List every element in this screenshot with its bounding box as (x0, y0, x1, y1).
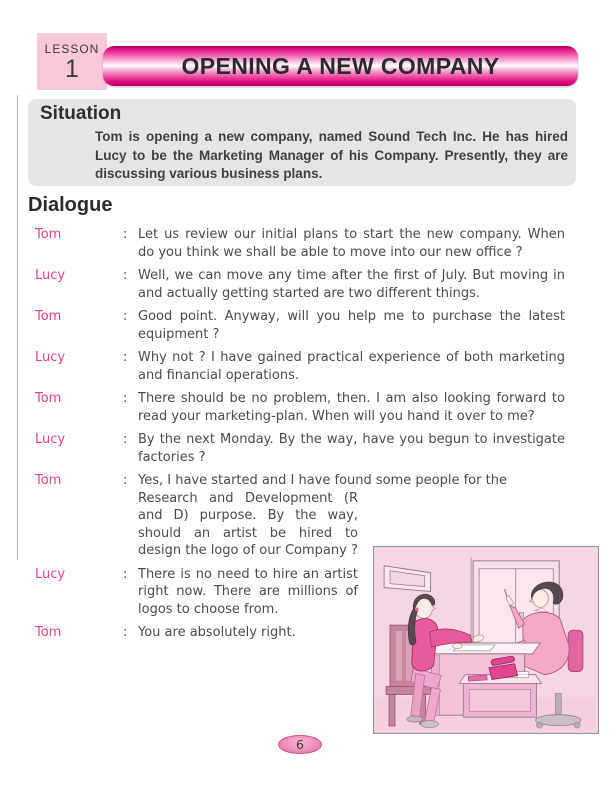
dialogue-text: By the next Monday. By the way, have you begun to investigate factories ? (138, 432, 565, 465)
office-illustration (373, 546, 599, 734)
page-number-badge (278, 735, 322, 754)
dialogue-row (28, 226, 574, 261)
dialogue-text: There is no need to hire an artist right now. There are millions of logos to choose from. (138, 566, 358, 617)
dialogue-text: Well, we can move any time after the first of July. But moving in and actually getting started are two different things. (138, 268, 565, 301)
dialogue-text: Why not ? I have gained practical experience of both marketing and financial operations. (138, 350, 565, 383)
dialogue-text: Good point. Anyway, will you help me to purchase the latest equipment ? (138, 309, 565, 342)
colon-separator: : (123, 350, 128, 365)
speaker-name: Tom (35, 309, 62, 324)
colon-separator: : (123, 566, 128, 582)
situation-text: Tom is opening a new company, named Sound Tech Inc. He has hired Lucy to be the Marketing Manager of his Company. Presently, they are discussing various business plans. (95, 129, 568, 181)
colon-separator: : (123, 625, 128, 640)
situation-heading: Situation (40, 103, 122, 124)
speaker-name: Lucy (35, 432, 66, 447)
speaker-name: Tom (35, 227, 62, 242)
page-number: 6 (296, 737, 304, 752)
title-banner (103, 46, 578, 86)
lesson-label: LESSON (44, 41, 100, 56)
colon-separator: : (123, 391, 128, 406)
dialogue-row (28, 308, 574, 343)
lesson-number: 1 (65, 54, 79, 83)
dialogue-row (28, 390, 574, 425)
dialogue-row (28, 431, 574, 466)
colon-separator: : (123, 432, 128, 447)
dialogue-text-narrow: Research and Development (R and D) purpose. By the way, should an artist be hired to design the logo of our Company ? (138, 490, 358, 558)
colon-separator: : (123, 227, 128, 242)
dialogue-heading: Dialogue (28, 194, 113, 216)
dialogue-text-wide: Yes, I have started and I have found some people for the (138, 473, 507, 488)
page-title: OPENING A NEW COMPANY (181, 52, 500, 79)
colon-separator: : (123, 473, 128, 488)
colon-separator: : (123, 268, 128, 283)
dialogue-row (28, 267, 574, 302)
dialogue-row (28, 349, 574, 384)
speaker-name: Lucy (35, 350, 66, 365)
speaker-name: Tom (35, 625, 62, 640)
speaker-name: Tom (35, 473, 62, 488)
dialogue-text: Let us review our initial plans to start the new company. When do you think we shall be able to move into our new office ? (138, 227, 565, 260)
left-margin-scan-line (17, 95, 18, 560)
colon-separator: : (123, 309, 128, 324)
speaker-name: Lucy (35, 268, 66, 283)
lesson-box (37, 33, 107, 90)
dialogue-text: There should be no problem, then. I am also looking forward to read your marketing-plan. When will you hand it over to me? (138, 391, 565, 424)
speaker-name: Lucy (35, 566, 66, 582)
situation-box (28, 99, 576, 186)
speaker-name: Tom (35, 391, 62, 406)
dialogue-text: You are absolutely right. (138, 625, 296, 640)
